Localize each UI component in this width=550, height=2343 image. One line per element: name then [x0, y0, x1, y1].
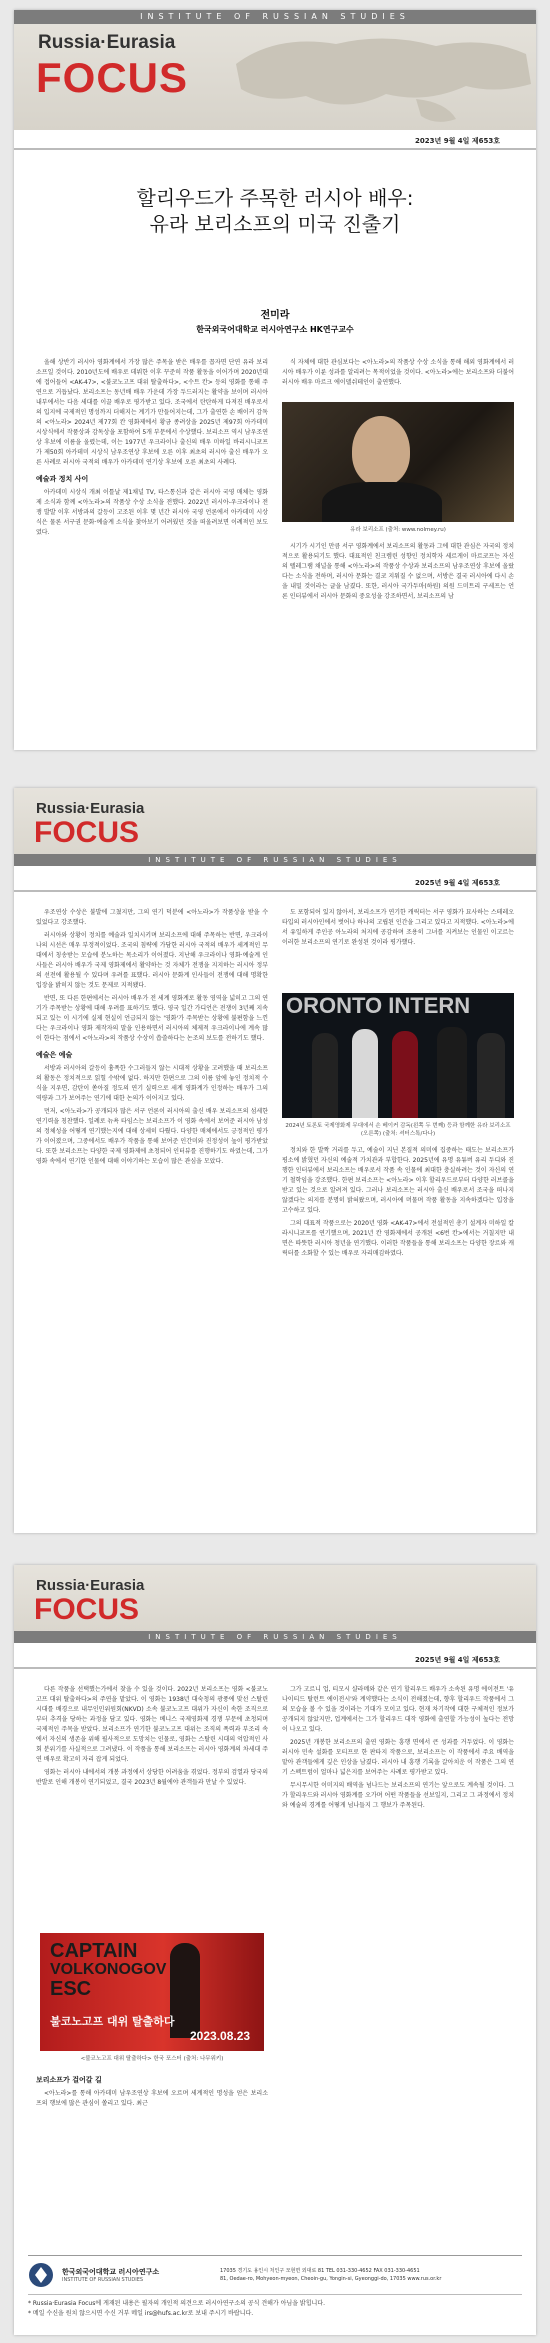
- masthead-brand-top: Russia·Eurasia: [38, 32, 176, 53]
- author-affiliation: 한국외국어대학교 러시아연구소 HK연구교수: [196, 325, 354, 334]
- paragraph: 도 포함되어 있지 않아서, 보리소프가 연기한 캐릭터는 서구 영화가 묘사하는 스테레오타입의 러시아인에서 벗어나 하나의 고립된 인간을 그리고 있다고 지적했다. <아노라>에서 유일하게 주인공 아노라의 처지에 공감하며 조용히 그녀를 지켜보는 인물인 이고르는 이러한 보리소프의 연기로 완성된 것이라 평가했다.: [282, 909, 514, 946]
- masthead-brand-top: Russia·Eurasia: [36, 1577, 145, 1594]
- article-column-left: [36, 1685, 268, 1925]
- article-column-right-bottom: [282, 542, 514, 742]
- poster-release-date: 2023.08.23: [190, 2029, 251, 2043]
- section-heading: 예술은 예술: [36, 1051, 73, 1059]
- article-column-left: [36, 908, 268, 1520]
- poster-title-line3: ESC: [50, 1978, 92, 2000]
- divider: [14, 148, 536, 150]
- article-column-right-top: [282, 358, 514, 398]
- page-2: [14, 788, 536, 1533]
- masthead-brand-main: FOCUS: [34, 816, 139, 849]
- paragraph: 그의 대표적 작품으로는 2020년 영화 <AK-47>에서 전설적인 총기 설계자 미하일 칼라시니코프를 연기했으며, 2021년 칸 영화제에서 공개된 <6번 칸>에서는 거칠지만 내면은 따뜻한 러시아 청년을 연기했다. 이러한 작품들을 통해 보리소프는 다양한 장르와 캐릭터를 소화할 수 있는 배우로 자리매김하였다.: [282, 1220, 514, 1257]
- paragraph: 2025년 개봉한 보리소프의 출연 영화는 흥행 면에서 큰 성과를 거두었다. 이 영화는 러시아 민속 설화를 모티프로 한 판타지 작품으로, 보리소프는 이 작품에서 주요 배역을 맡아 관객들에게 깊은 인상을 남겼다. 러시아 내 흥행 기록을 갈아치운 이 작품은 그의 연기 스펙트럼이 얼마나 넓은지를 보여주는 사례로 평가받고 있다.: [282, 1739, 514, 1776]
- page-3: [14, 1565, 536, 2335]
- paragraph: 우조연상 수상은 불발에 그쳤지만, 그의 연기 덕분에 <아노라>가 작품상을 받을 수 있었다고 강조했다.: [36, 909, 268, 926]
- issue-line: 2025년 9월 4일 제653호: [415, 1656, 500, 1664]
- page-1: [14, 10, 536, 750]
- issue-line: 2023년 9월 4일 제653호: [415, 137, 500, 145]
- paragraph: 다른 작품을 선택했는가에서 찾을 수 있을 것이다. 2022년 보리소프는 영화 <불코노고프 대위 탈출하다>의 주연을 맡았다. 이 영화는 1938년 대숙청의 광풍에 맞선 스탈린 시대를 배경으로 내무인민위원회(NKVD) 소속 불코노고프 대위가 자신이 속한 조직으로부터 추격을 당하는 과정을 담고 있다. 영화는 베니스 국제영화제 경쟁 부문에 초청되며 국제적인 주목을 받았다. 보리소프가 연기한 불코노고프 대위는 조직의 폭력과 부조리 속에서 자신의 생존을 위해 필사적으로 도망치는 인물로, 영화는 스탈린 시대의 억압적인 사회 분위기를 사실적으로 그려냈다. 이 작품을 통해 보리소프는 러시아 영화계의 차세대 주연 배우로 확고히 자리 잡게 되었다.: [36, 1686, 268, 1763]
- poster-title-line2: VOLKONOGOV: [50, 1961, 167, 1978]
- masthead-brand-main: FOCUS: [36, 54, 188, 101]
- event-photo: [282, 993, 514, 1118]
- paragraph: 반면, 또 다른 한편에서는 러시아 배우가 전 세계 영화계로 활동 영역을 넓히고 그의 연기가 주목받는 상황에 대해 우려를 표하기도 했다. 영국 일간 가디언은 전쟁이 3년째 지속되고 있는 이 시기에 실제 현실이 언급되지 않는 '영화'가 주목받는 상황에 불편함을 느낀다는 우크라이나 영화 제작자의 말을 인용하면서 러시아의 체제적 우크라이나에 계속 많이 한다는 점에서 <아노라>의 작품상 수상이 씁쓸하다는 논조의 보도를 전하기도 했다.: [36, 995, 268, 1042]
- footer-address-en: 81, Oedae-ro, Mohyeon-myeon, Cheoin-gu, Yongin-si, Gyeonggi-do, 17035 www.rus.or.kr: [220, 2276, 442, 2282]
- person-figure: [437, 1027, 467, 1118]
- footer: [28, 2255, 522, 2319]
- issue-line: 2025년 9월 4일 제653호: [415, 879, 500, 887]
- paragraph: 러시아와 상황이 정치를 예술과 일치시키며 보리소프에 대해 주목하는 반면, 우크라이나의 시선은 매우 부정적이었다. 조국의 침략에 가담한 러시아 국적의 배우가 세계적인 무대에서 칭송받는 모습에 분노하는 목소리가 이어졌다. 지난해 우크라이나 영화·예술계 인사들은 러시아 배우가 국제 영화제에서 활약하는 것 자체가 전쟁을 지지하는 러시아 정부의 선전에 활용될 수 있다며 우려를 표했다. 러시아 문화계 인사들이 전쟁에 대해 명확한 입장을 밝히지 않는 것도 문제로 지적됐다.: [36, 932, 268, 989]
- masthead-brand-top: Russia·Eurasia: [36, 800, 145, 817]
- paragraph: 무시무시한 이미지의 배역을 넘나드는 보리소프의 연기는 앞으로도 계속될 것이다. 그가 할리우드와 러시아 영화계를 오가며 어떤 작품들을 선보일지, 그리고 그 과정에서 정치와 예술의 경계를 어떻게 넘나들지 그 행보가 주목된다.: [282, 1782, 514, 1809]
- photo-caption: 유라 보리소프 (출처: www.nolmey.ru): [350, 527, 446, 533]
- paragraph: 올해 상반기 러시아 영화계에서 가장 많은 주목을 받은 배우를 꼽자면 단연 유라 보리소프일 것이다. 2010년도에 배우로 데뷔한 이후 꾸준히 작품 활동을 이어가며 2020년대에 접어들어 <AK-47>, <불코노고프 대위 탈출하다>, <수트 칸> 등의 영화를 통해 주연으로 거듭났다. 보리소프는 동년배 배우 가운데 가장 두드러지는 활약을 보이며 러시아 내부에서는 다음 세대를 이끌 배우로 평가받고 있다. 조국에서 탄탄하게 다져진 배우로서의 입지에 국제적인 명성까지 더해지는 계기가 만들어지는데, 그가 출연한 손 배이커 감독의 <아노라> 2024년 제77회 칸 영화제에서 황금 종려상을 2025년 제97회 아카데미 시상식에서 작품상과 감독상을 포함하여 5개 부문에서 수상했다. 보리소프 역시 남우조연상 후보에 이름을 올렸는데, 이는 1977년 우크라이나 출신의 배우 미하일 바리시니코프가 제50회 아카데미 시상식 남우조연상 후보에 오른 이후 최초의 러시아 출신 배우가 오른 사례로 러시아 국적의 배우가 아카데미 연기상 후보에 오른 최초의 사례다.: [36, 359, 268, 466]
- article-title-line1: 할리우드가 주목한 러시아 배우:: [136, 186, 414, 210]
- paragraph: 먼저, <아노라>가 공개되자 많은 서구 언론이 러시아의 출신 배우 보리소프의 섬세한 연기력을 칭찬했다. 일례로 뉴욕 타임스는 보리소프가 이 영화 속에서 보여준 러시아 남성의 정체성을 어떻게 연기했는지에 대해 상세히 다뤘다. 다양한 매체에서도 긍정적인 평가가 이어졌으며, 그중에서도 배우가 작품을 통해 보여준 인간미와 진정성이 높이 평가받았다. 또한 보리소프는 다양한 국제 영화제에 초청되어 인터뷰를 진행하기도 하였는데, 그가 영화 속에서 연기한 인물에 대해 이야기하는 모습이 많은 관심을 모았다.: [36, 1108, 268, 1165]
- unsubscribe-note: * 메일 수신을 원치 않으시면 수신 거부 메일 irs@hufs.ac.kr로 보내 주시기 바랍니다.: [28, 2310, 254, 2317]
- disclaimer-note: * Russia·Eurasia Focus에 게재된 내용은 필자의 개인적 의견으로 러시아연구소의 공식 견해가 아님을 밝힙니다.: [28, 2300, 325, 2307]
- masthead-brand-main: FOCUS: [34, 1593, 139, 1626]
- paragraph: 아카데미 시상식 개최 이틀날 제1채널 TV, 타스통신과 같은 러시아 국영 매체는 영화제 소식과 함께 <아노라>의 작품상 수상 소식을 전했다. 2022년 러시아-우크라이나 전쟁 발발 이후 서방과의 갈등이 고조된 이후 몇 년간 러시아 국영 언론에서 아카데미 시상식은 물론 서구권 문화·예술계 소식을 찾아보기 어려웠던 것을 떠올려보면 이례적인 보도였다.: [36, 489, 268, 536]
- divider: [14, 890, 536, 892]
- person-figure: [477, 1033, 505, 1118]
- paragraph: 시기가 시기인 만큼 서구 영화계에서 보리소프의 활동과 그에 대한 관심은 자국의 정치적으로 활용되기도 했다. 대표적인 친크렘린 성향인 정치학자 세르게이 마르코프는 자신의 텔레그램 채널을 통해 <아노라>의 작품상 수상과 보리소프의 남우조연상 후보에 올랐다는 소식을 전하며, 러시아 문화는 결코 지워질 수 없으며, 서방은 결국 러시아에 다시 손을 내밀 것이라는 글을 남겼다. 또한, 러시아 국가두마(하원) 의원 드미트리 구세프는 언론 인터뷰에서 러시아 문화의 중요성을 강조하면서, 보리소프의 남: [282, 543, 514, 600]
- masthead-small: [14, 788, 536, 866]
- article-column-right: [282, 1685, 514, 2247]
- person-figure: [392, 1031, 418, 1118]
- movie-poster: [40, 1933, 264, 2051]
- author-name: 전미라: [260, 310, 290, 321]
- poster-caption: <불코노고프 대위 탈출하다> 한국 포스터 (출처: 나무위키): [80, 2056, 224, 2062]
- footer-org-name: 한국외국어대학교 러시아연구소: [62, 2268, 160, 2276]
- backdrop-lettering: ORONTO INTERN: [286, 993, 471, 1018]
- poster-korean-title: 불코노고프 대위 탈출하다: [50, 2015, 175, 2028]
- poster-title-line1: CAPTAIN: [50, 1940, 138, 1962]
- divider: [14, 1667, 536, 1669]
- world-map-graphic: [216, 24, 536, 130]
- university-emblem-icon: [28, 2262, 54, 2288]
- paragraph: 영화는 러시아 내에서의 개봉 과정에서 상당한 어려움을 겪었다. 정부의 검열과 당국의 반발로 인해 개봉이 연기되었고, 결국 2023년 8월에야 관객들과 만날 수 있었다.: [36, 1769, 268, 1786]
- article-column-right-bottom: [282, 1146, 514, 1520]
- footer-address: 17035 경기도 용인시 처인구 모현면 외대로 81 TEL 031-330-4652 FAX 031-330-4651: [220, 2268, 420, 2274]
- footer-org-name-en: INSTITUTE OF RUSSIAN STUDIES: [62, 2277, 144, 2283]
- paragraph: 정치와 한 발짝 거리를 두고, 예술이 지닌 본질적 의미에 집중하는 태도는 보리소프가 평소에 밝혔던 자신의 예술적 가치관과 부합한다. 2025년에 유명 유튜버 유리 두디와 진행한 인터뷰에서 보리소프는 배우로서 작품 속 인물에 최대한 충실하려는 것이 자신의 연기 철학임을 강조했다. 한편 보리소프는 <아노라> 이후 할리우드로부터 다양한 러브콜을 받고 있는 것으로 알려져 있다. 그러나 보리소프는 러시아 출신 배우로서 조국을 떠나지 않겠다는 의지를 분명히 밝혀왔으며, 러시아에 머물며 작품 활동을 지속하겠다는 입장을 고수하고 있다.: [282, 1147, 514, 1214]
- portrait-suit: [322, 482, 442, 522]
- masthead-series-line: INSTITUTE OF RUSSIAN STUDIES: [14, 1631, 536, 1643]
- masthead-small: [14, 1565, 536, 1643]
- masthead: [14, 10, 536, 130]
- masthead-series-line: INSTITUTE OF RUSSIAN STUDIES: [14, 10, 536, 24]
- article-column-left: [36, 358, 268, 740]
- section-heading: 예술과 정치 사이: [36, 475, 89, 483]
- article-column-right-top: [282, 908, 514, 988]
- person-figure: [352, 1029, 378, 1118]
- portrait-photo: [282, 402, 514, 522]
- masthead-series-line: INSTITUTE OF RUSSIAN STUDIES: [14, 854, 536, 866]
- paragraph: 식 자체에 대한 관심보다는 <아노라>의 작품상 수상 소식을 통해 해외 영화계에서 러시아 배우가 이룬 성과를 알리려는 목적이었을 것이다. <아노라>에는 보리소프와 더불어 러시아 배우 마르크 에이델쉬테인이 출연했다.: [282, 359, 514, 386]
- section-heading: 보리소프가 걸어갈 길: [36, 2076, 102, 2084]
- paragraph: <아노라>를 통해 아카데미 남우조연상 후보에 오르며 세계적인 명성을 얻은 보리소프의 행보에 많은 관심이 쏠리고 있다. 최근: [36, 2090, 268, 2107]
- portrait-head: [352, 416, 410, 486]
- article-title-line2: 유라 보리소프의 미국 진출기: [149, 212, 401, 236]
- person-figure: [312, 1033, 338, 1118]
- article-column-left-bottom: [36, 2069, 268, 2249]
- paragraph: 서방과 러시아의 갈등이 흉폭한 수그러들지 않는 시대적 상황을 고려했을 때 보리소프의 활동은 정치적으로 읽힐 수밖에 없다. 하지만 한편으로 그의 이름 앞에 놓인 정치적 수식을 지우면, 감탄이 쏟아질 정도의 연기 실력으로 세계 영화계가 인정하는 배우가 그의 역량과 그가 보여주는 연기에 대한 논의가 이어지고 있다.: [36, 1065, 268, 1102]
- photo-caption: 2024년 토론토 국제영화제 무대에서 손 베이커 감독(왼쪽 두 번째) 등과 함께한 유라 보리소프(오른쪽) (출처: 셔터스톡/다나): [285, 1123, 511, 1137]
- paragraph: 그가 고르니 업, 티모시 샬라메와 같은 연기 할리우드 배우가 소속된 유명 에이전트 '유나이티드 탈런트 에이전시'와 계약했다는 소식이 전해졌는데, 향후 할리우드 작품에서 그의 모습을 볼 수 있을 것이라는 기대가 모이고 있다. 현재 차기작에 대한 구체적인 정보가 공개되지 않았지만, 업계에서는 그가 할리우드 대작 영화에 출연할 가능성이 높다는 전망이 나오고 있다.: [282, 1686, 514, 1733]
